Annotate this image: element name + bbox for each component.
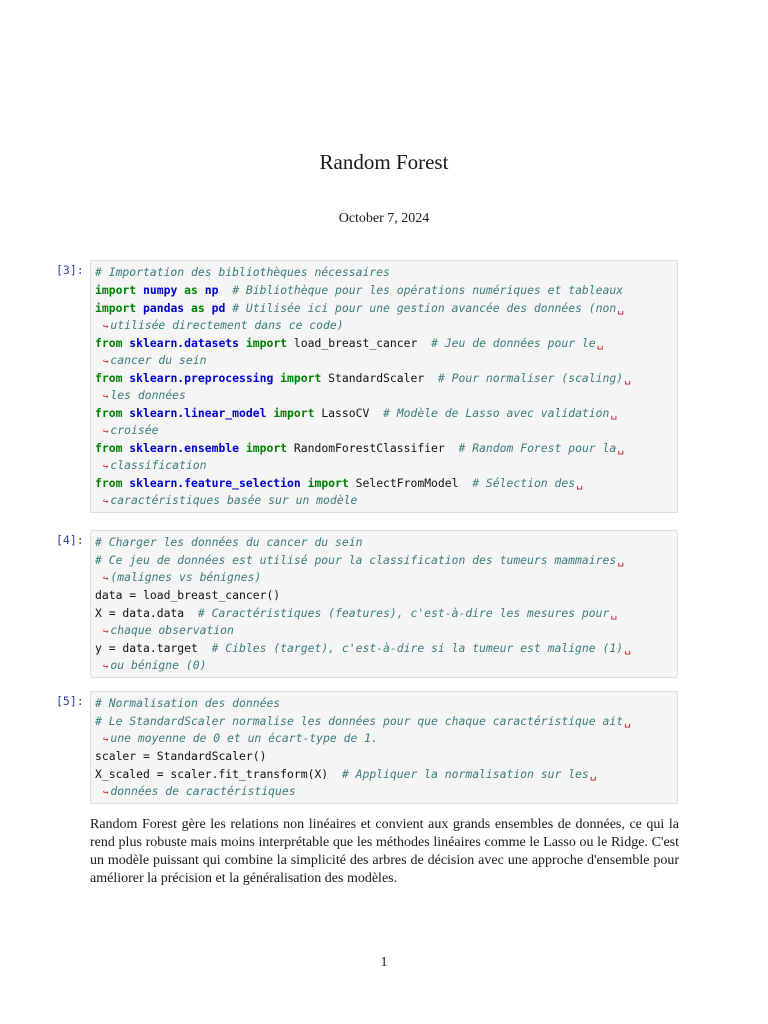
line-wrap-icon: ␣ <box>617 553 625 567</box>
code-text: X = data.data <box>95 606 198 620</box>
code-module: sklearn.datasets <box>129 336 240 350</box>
code-line-continuation <box>95 657 673 674</box>
code-module: sklearn.ensemble <box>129 441 240 455</box>
code-text: X_scaled = scaler.fit_transform(X) <box>95 767 342 781</box>
code-text <box>301 476 308 490</box>
code-line-continuation <box>95 457 673 474</box>
markdown-paragraph: Random Forest gère les relations non linéaires et convient aux grands ensembles de données, ce qui la rend plus robuste mais moins interprétable que les méthodes linéaires comme le Lasso ou le Ridge. C'est un modèle puissant qui combine la simplicité des arbres de décision avec une approche d'ensemble pour améliorer la précision et la généralisation des modèles. <box>90 817 679 886</box>
code-line-continuation <box>95 783 673 800</box>
code-module: sklearn.feature_selection <box>129 476 301 490</box>
line-wrap-icon: ␣ <box>617 301 625 315</box>
cell-prompt: [4]: <box>56 533 84 547</box>
code-comment: # Caractéristiques (features), c'est-à-dire les mesures pour <box>197 606 610 620</box>
code-text <box>184 301 191 315</box>
code-line-continuation <box>95 387 673 404</box>
code-comment: # Utilisée ici pour une gestion avancée des données (non <box>232 301 617 315</box>
code-comment: # Cibles (target), c'est-à-dire si la tumeur est maligne (1) <box>211 641 624 655</box>
code-comment: caractéristiques basée sur un modèle <box>110 493 358 507</box>
code-text <box>205 301 212 315</box>
code-line <box>95 369 673 387</box>
document-title: Random Forest <box>319 150 449 174</box>
code-text: y = data.target <box>95 641 212 655</box>
code-comment: une moyenne de 0 et un écart-type de 1. <box>110 731 378 745</box>
line-continuation-icon: ↪ <box>103 574 109 584</box>
document-date: October 7, 2024 <box>338 211 430 226</box>
line-wrap-icon: ␣ <box>624 641 631 655</box>
code-comment: ou bénigne (0) <box>110 658 207 672</box>
code-module: numpy <box>143 283 178 297</box>
code-line <box>95 694 673 712</box>
code-keyword: import <box>245 336 288 350</box>
code-module: sklearn.linear_model <box>129 406 267 420</box>
line-continuation-icon: ↪ <box>103 788 109 798</box>
code-text: data = load_breast_cancer() <box>95 588 281 602</box>
code-line <box>95 404 673 422</box>
line-continuation-icon: ↪ <box>103 462 109 472</box>
code-line <box>95 533 673 551</box>
code-line-continuation <box>95 492 673 509</box>
code-line-continuation <box>95 569 673 586</box>
code-comment: utilisée directement dans ce code) <box>110 318 344 332</box>
code-line-continuation <box>95 730 673 747</box>
code-keyword: import <box>307 476 349 490</box>
code-keyword: as <box>184 283 198 297</box>
line-wrap-icon: ␣ <box>596 336 604 350</box>
code-comment: # Appliquer la normalisation sur les <box>341 767 589 781</box>
code-keyword: import <box>280 371 322 385</box>
code-line <box>95 586 673 604</box>
code-keyword: from <box>95 406 123 420</box>
code-comment: croisée <box>110 423 159 437</box>
code-text: SelectFromModel <box>348 476 473 490</box>
code-line <box>95 299 673 317</box>
code-keyword: import <box>95 301 137 315</box>
code-line-continuation <box>95 622 673 639</box>
line-continuation-icon: ↪ <box>103 497 109 507</box>
line-continuation-icon: ↪ <box>103 392 109 402</box>
line-continuation-icon: ↪ <box>103 357 109 367</box>
code-keyword: from <box>95 371 123 385</box>
code-keyword: import <box>273 406 315 420</box>
code-comment: # Pour normaliser (scaling) <box>437 371 624 385</box>
code-text: LassoCV <box>314 406 384 420</box>
code-line <box>95 551 673 569</box>
code-text <box>136 283 143 297</box>
code-comment: # Ce jeu de données est utilisé pour la classification des tumeurs mammaires <box>95 553 617 567</box>
code-input[interactable] <box>90 530 678 678</box>
code-comment: # Charger les données du cancer du sein <box>95 535 363 549</box>
code-keyword: from <box>95 336 123 350</box>
code-line <box>95 281 673 299</box>
line-wrap-icon: ␣ <box>610 606 618 620</box>
cell-prompt: [3]: <box>56 263 84 277</box>
code-line <box>95 474 673 492</box>
code-comment: classification <box>110 458 207 472</box>
code-text <box>218 283 232 297</box>
code-line <box>95 712 673 730</box>
line-wrap-icon: ␣ <box>624 714 631 728</box>
code-module: np <box>204 283 219 297</box>
code-comment: # Bibliothèque pour les opérations numériques et tableaux <box>232 283 624 297</box>
code-comment: # Importation des bibliothèques nécessaires <box>95 265 390 279</box>
line-continuation-icon: ↪ <box>103 627 109 637</box>
code-input[interactable] <box>90 260 678 513</box>
line-wrap-icon: ␣ <box>589 767 597 781</box>
code-text: scaler = StandardScaler() <box>95 749 267 763</box>
code-line <box>95 439 673 457</box>
code-cell-normalization[interactable] <box>56 691 678 804</box>
code-keyword: from <box>95 476 123 490</box>
code-line <box>95 747 673 765</box>
code-keyword: from <box>95 441 123 455</box>
line-continuation-icon: ↪ <box>103 662 109 672</box>
line-wrap-icon: ␣ <box>576 476 583 490</box>
code-comment: chaque observation <box>110 623 234 637</box>
code-line <box>95 765 673 783</box>
line-continuation-icon: ↪ <box>103 427 109 437</box>
code-text <box>198 283 205 297</box>
code-text: load_breast_cancer <box>287 336 432 350</box>
code-line <box>95 334 673 352</box>
code-comment: les données <box>110 388 186 402</box>
code-text <box>239 441 246 455</box>
code-line <box>95 639 673 657</box>
code-line-continuation <box>95 352 673 369</box>
code-comment: # Le StandardScaler normalise les données pour que chaque caractéristique ait <box>95 714 624 728</box>
code-keyword: import <box>245 441 288 455</box>
code-comment: # Random Forest pour la <box>458 441 617 455</box>
code-comment: # Modèle de Lasso avec validation <box>383 406 610 420</box>
code-comment: # Sélection des <box>472 476 576 490</box>
code-comment: # Normalisation des données <box>95 696 281 710</box>
code-module: pandas <box>143 301 185 315</box>
line-wrap-icon: ␣ <box>617 441 625 455</box>
code-keyword: import <box>95 283 137 297</box>
code-text <box>136 301 143 315</box>
line-wrap-icon: ␣ <box>624 371 631 385</box>
code-keyword: as <box>191 301 205 315</box>
line-wrap-icon: ␣ <box>610 406 618 420</box>
code-cell-load-data[interactable] <box>56 530 678 678</box>
code-module: pd <box>211 301 226 315</box>
cell-prompt: [5]: <box>56 694 84 708</box>
code-cell-imports[interactable] <box>56 260 678 513</box>
code-module: sklearn.preprocessing <box>129 371 274 385</box>
code-comment: cancer du sein <box>110 353 207 367</box>
line-continuation-icon: ↪ <box>103 322 109 332</box>
code-text <box>239 336 246 350</box>
page-number: 1 <box>380 955 388 970</box>
code-line <box>95 604 673 622</box>
code-comment: données de caractéristiques <box>110 784 296 798</box>
code-line-continuation <box>95 422 673 439</box>
code-line-continuation <box>95 317 673 334</box>
line-continuation-icon: ↪ <box>103 735 109 745</box>
code-input[interactable] <box>90 691 678 804</box>
code-line <box>95 263 673 281</box>
code-text: StandardScaler <box>321 371 438 385</box>
code-comment: # Jeu de données pour le <box>431 336 596 350</box>
code-text: RandomForestClassifier <box>287 441 459 455</box>
code-comment: (malignes vs bénignes) <box>110 570 262 584</box>
